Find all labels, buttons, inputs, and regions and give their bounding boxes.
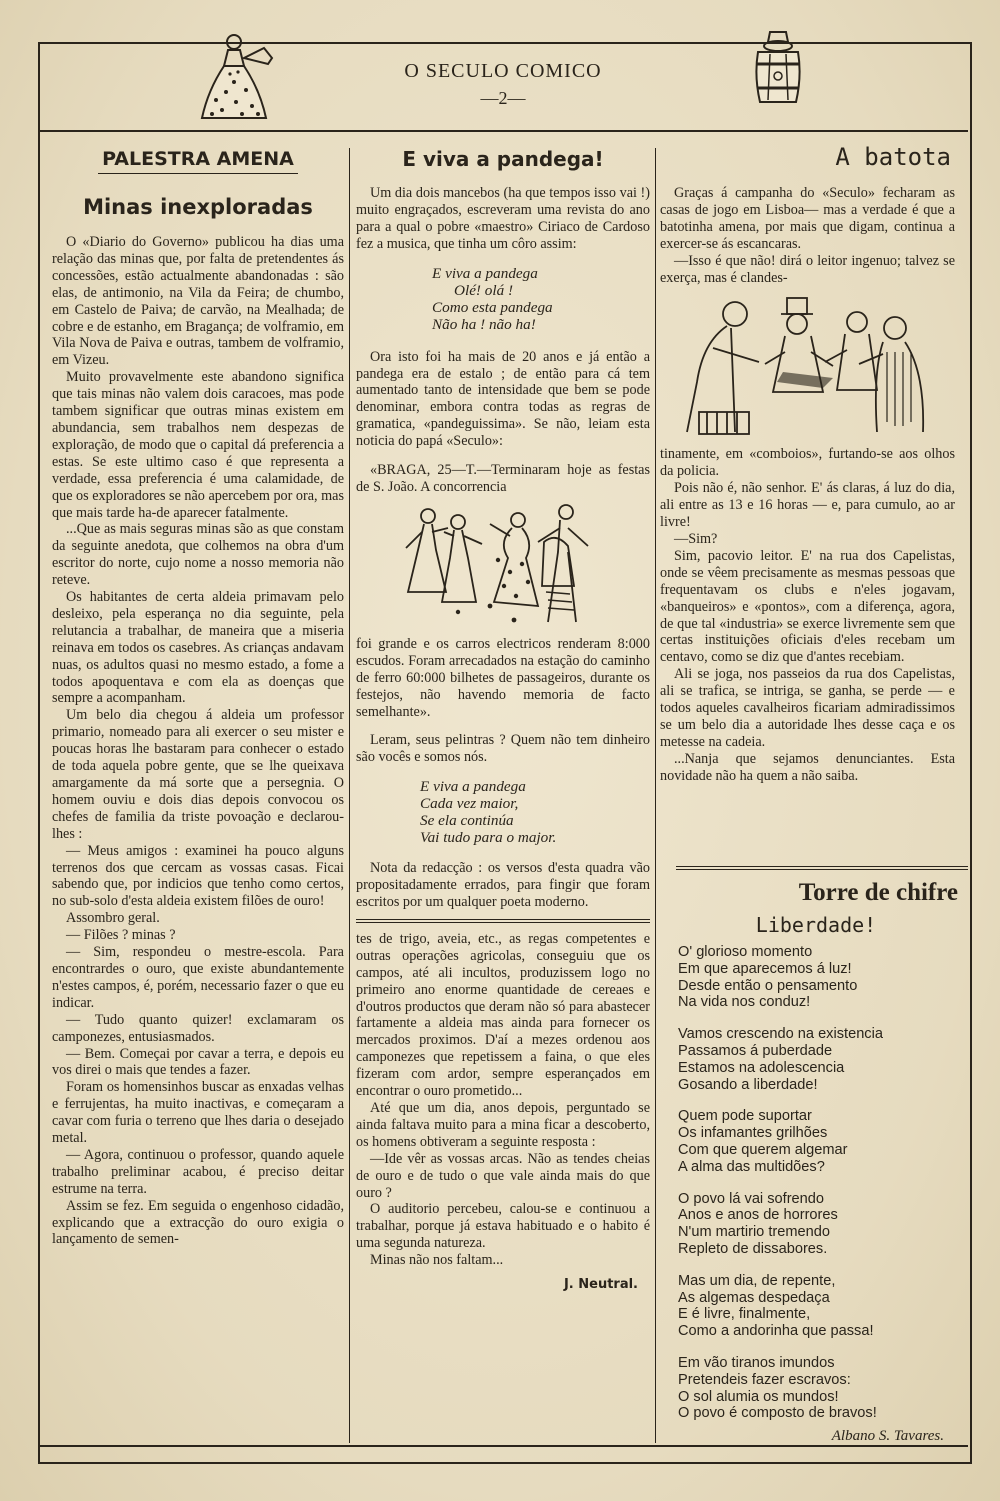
paragraph: Foram os homensinhos buscar as enxadas velhas e ferrujentas, ha muito inactivas, e começaram a cavar com furia o terreno que lhes daria o desejado metal. [52, 1079, 344, 1147]
poem-line: E é livre, finalmente, [678, 1306, 811, 1323]
editor-note: Nota da redacção : os versos d'esta quadra vão propositadamente errados, para fingir que foram escritos por um qualquer poeta moderno. [356, 860, 650, 911]
section-torre-de-chifre [672, 878, 960, 1445]
barrel-figure-icon [748, 28, 808, 108]
column-e-viva-a-pandega [356, 147, 650, 1294]
poem-stanza [678, 944, 960, 1011]
poem-line: Na vida nos conduz! [678, 994, 811, 1011]
paragraph: Leram, seus pelintras ? Quem não tem dinheiro são vocês e somos nós. [356, 732, 650, 766]
paragraph: Ali se joga, nos passeios da rua dos Capelistas, ali se trafica, se intriga, se ganha, se perde — e todos aqueles cavalheiros ficariam admiradissimos se um belo dia a autoridade lhes desse caça e os metesse na cadeia. [660, 666, 955, 750]
poem-line: Gosando a liberdade! [678, 1076, 818, 1093]
subheadline-minas-inexploradas: Minas inexploradas [83, 195, 313, 219]
paragraph: foi grande e os carros electricos renderam 8:000 escudos. Foram arrecadados na estação do caminho de ferro 60:000 bilhetes de passageiros, durante os festejos, não havendo memoria de facto semelhante». [356, 635, 650, 720]
paragraph: Graças á campanha do «Seculo» fecharam as casas de jogo em Lisboa— mas a verdade é que a batotinha amena, por mais que digam, continua a exercer-se ás escancaras. [660, 185, 955, 252]
poem-line: As algemas despedaça [678, 1289, 830, 1306]
verse-line: Cada vez maior, [420, 795, 519, 813]
paragraph: Até que um dia, anos depois, perguntado se ainda faltava muito para a mina ficar a descoberto, os homens obtiveram a seguinte resposta : [356, 1100, 650, 1150]
poem-line: Quem pode suportar [678, 1108, 812, 1125]
poem-line: O sol alumia os mundos! [678, 1388, 839, 1405]
page-number: —2— [480, 88, 526, 108]
column-rule [655, 148, 656, 1443]
bottom-rule [38, 1445, 968, 1447]
poem-stanza [678, 1355, 960, 1422]
poem-line: Estamos na adolescencia [678, 1059, 845, 1076]
paragraph: — Sim, respondeu o mestre-escola. Para encontrardes o ouro, que existe abundantemente n'estes campos, é, porém, necessario fazer o que eu indicar. [52, 944, 344, 1011]
paragraph: Um dia dois mancebos (ha que tempos isso vai !) muito engraçados, escreveram uma revista do ano para a qual o pobre «maestro» Ciriaco de Cardoso fez a musica, que tinha um côro assim: [356, 185, 650, 252]
poem-stanza [678, 1108, 960, 1175]
poem-line: N'um martirio tremendo [678, 1224, 831, 1241]
paragraph: «BRAGA, 25—T.—Terminaram hoje as festas de S. João. A concorrencia [356, 462, 650, 495]
poem-line: Como a andorinha que passa! [678, 1323, 874, 1340]
woman-figure-icon [190, 30, 280, 125]
paragraph: — Meus amigos : examinei ha pouco alguns terrenos dos que cercam as vossas casas. Ficai sabendo que, por indicios que tenho como certos, no sub-solo d'esta aldeia existem filões de ouro! [52, 842, 344, 910]
verse-line: Se ela continúa [420, 812, 514, 830]
paragraph: Um belo dia chegou á aldeia um professor primario, nomeado para ali exercer o seu mister e poucas horas lhe bastaram para conhecer o estado de toda aquela pobre gente, que se lhe queixava amargamente da má sorte que a persegnia. O homem ouviu e dois dias depois convocou os chefes de familia da triste povoação e declarou-lhes : [52, 707, 344, 842]
column-palestra-amena [52, 147, 344, 1248]
paragraph: —Ide vêr as vossas arcas. Não as tendes cheias de ouro e de tudo o que vale ainda mais do que ouro ? [356, 1150, 650, 1201]
headline-a-batota: A batota [835, 143, 951, 171]
paragraph: — Bem. Começai por cavar a terra, e depois eu vos direi o mais que tendes a fazer. [52, 1045, 344, 1079]
poem-line: Repleto de dissabores. [678, 1240, 828, 1257]
poem-line: A alma das multidões? [678, 1158, 825, 1175]
paragraph: — Agora, continuou o professor, quando aquele trabalho preliminar acabou, é preciso deitar estrume na terra. [52, 1146, 344, 1197]
paragraph: Pois não é, não senhor. E' ás claras, á luz do dia, ali entre as 13 e 16 horas — e, para cumulo, ao ar livre! [660, 480, 955, 531]
poem-line: Com que querem algemar [678, 1141, 848, 1158]
verse-block [420, 778, 650, 846]
poem-line: Em vão tiranos imundos [678, 1354, 835, 1371]
verse-block [432, 265, 650, 333]
poem-line: Passamos á puberdade [678, 1042, 833, 1059]
poem-author: Albano S. Tavares. [831, 1428, 944, 1445]
headline-palestra-amena: PALESTRA AMENA [102, 148, 294, 170]
paragraph: —Isso é que não! dirá o leitor ingenuo; talvez se exerça, mas é clandes- [660, 252, 955, 286]
poem-line: Anos e anos de horrores [678, 1207, 838, 1224]
headline-e-viva-a-pandega: E viva a pandega! [402, 147, 604, 171]
verse-line: E viva a pandega [420, 778, 526, 796]
section-divider [676, 866, 968, 870]
poem-line: Mas um dia, de repente, [678, 1272, 836, 1289]
paragraph: Muito provavelmente este abandono significa que tais minas não valem dois caracoes, mas pode tambem significar que outras minas existem em abundancia, sem trabalhos nem despezas de exploração, de modo que o capital dá preferencia a estas. Se este ultimo caso é que representa a verdade, essa preferencia é uma calamidade, de que os exploradores se não apercebem por ora, mas que mais tarde ha-de aparecer fatalmente. [52, 369, 344, 521]
poem-line: O povo lá vai sofrendo [678, 1190, 825, 1207]
poem-line: Os infamantes grilhões [678, 1125, 828, 1142]
paragraph: ...Que as mais seguras minas são as que constam da seguinte anedota, que colhemos na obra d'um escritor do norte, cujo nome a nosso memoria não reteve. [52, 521, 344, 589]
paragraph: O «Diario do Governo» publicou ha dias uma relação das minas que, por falta de pretendentes ás concessões, estão actualmente abandonadas : são elas, de antimonio, na Vila da Feira; de chumbo, em Castelo de Paiva; de carvão, na Mealhada; de cobre e de estanho, em Bragança; de volframio, em Vila Nova de Paiva e outras, tambem de volframio, em Vizeu. [52, 234, 344, 369]
poem-line: O povo é composto de bravos! [678, 1405, 877, 1422]
paragraph: Os habitantes de certa aldeia primavam pelo desleixo, pela esperança no dia seguinte, pela relutancia a trabalhar, de maneira que a miseria reinava em todos os casebres. As crianças andavam nuas, os adultos quasi no mesmo estado, a fome a todos apoquentava e com ela as doenças que sempre a acompanham. [52, 589, 344, 707]
verse-line: Vai tudo para o major. [420, 829, 557, 847]
poem-stanza [678, 1191, 960, 1258]
paragraph: Sim, pacovio leitor. E' na rua dos Capelistas, onde se vêem precisamente as mesmas pessoas que frequentavam os clubs e n'eles jogavam, «banqueiros» e «pontos», com a diferença, agora, de que tal «industria» se exerce livremente sem que certas instituições oficiais d'eles recebam um centavo, como se diz que d'antes recebiam. [660, 547, 955, 666]
signature-j-neutral: J. Neutral. [563, 1277, 638, 1293]
poem-title-liberdade: Liberdade! [755, 913, 877, 937]
gamblers-illustration [673, 292, 943, 442]
masthead [38, 42, 968, 132]
paragraph: — Filões ? minas ? [66, 927, 176, 944]
masthead-title: O SECULO COMICO [404, 60, 602, 82]
poem-line: Em que aparecemos á luz! [678, 960, 852, 977]
poem-stanza [678, 1273, 960, 1340]
headline-torre-de-chifre: Torre de chifre [798, 879, 958, 906]
poem-line: Desde então o pensamento [678, 977, 858, 994]
section-divider [356, 919, 650, 923]
verse-line: E viva a pandega [432, 264, 538, 282]
paragraph: tinamente, em «comboios», furtando-se aos olhos da policia. [660, 446, 955, 480]
verse-line: Como esta pandega [432, 298, 553, 316]
paragraph: Assim se fez. Em seguida o engenhoso cidadão, explicando que a extracção do ouro exigia o lançamento de semen- [52, 1197, 344, 1248]
paragraph: Minas não nos faltam... [370, 1252, 504, 1269]
paragraph: tes de trigo, aveia, etc., as regas competentes e outras operações agricolas, conseguiu que os campos, até ali incultos, produzissem logo no primeiro ano enorme quantidade de cereaes e d'outros productos que deram não só para abastecer fartamente a aldeia mas ainda para fornecer os mercados proximos. D'aí a mezes ordenou aos camponezes que repetissem a faina, o que eles fizeram com ardor, sempre esperançados em encontrar o ouro prometido... [356, 930, 650, 1100]
poem-line: Pretendeis fazer escravos: [678, 1371, 851, 1388]
verse-line: Olé! olá ! [454, 281, 514, 299]
paragraph: Ora isto foi ha mais de 20 anos e já então a pandega era de estalo ; de então para cá tem aumentado tanto de intensidade que bem se pode denominar, embora contra todas as regras de gramatica, «pandeguissima». Se não, leiam esta noticia do papá «Seculo»: [356, 348, 650, 450]
paragraph: — Tudo quanto quizer! exclamaram os camponezes, entusiasmados. [52, 1011, 344, 1045]
paragraph: —Sim? [674, 530, 718, 547]
column-a-batota [660, 143, 955, 785]
paragraph: Assombro geral. [66, 910, 160, 927]
dancing-couples-illustration [398, 502, 608, 632]
poem-line: O' glorioso momento [678, 944, 813, 960]
column-rule [349, 148, 350, 1443]
poem-line: Vamos crescendo na existencia [678, 1026, 883, 1043]
poem-stanza [678, 1026, 960, 1093]
paragraph: ...Nanja que sejamos denunciantes. Esta novidade não ha quem a não saiba. [660, 750, 955, 784]
paragraph: O auditorio percebeu, calou-se e continuou a trabalhar, porque já estava habituado e o habito é uma segunda natureza. [356, 1201, 650, 1252]
headline-underline [98, 173, 298, 174]
verse-line: Não ha ! não ha! [432, 315, 536, 333]
poem-liberdade [672, 944, 960, 1422]
